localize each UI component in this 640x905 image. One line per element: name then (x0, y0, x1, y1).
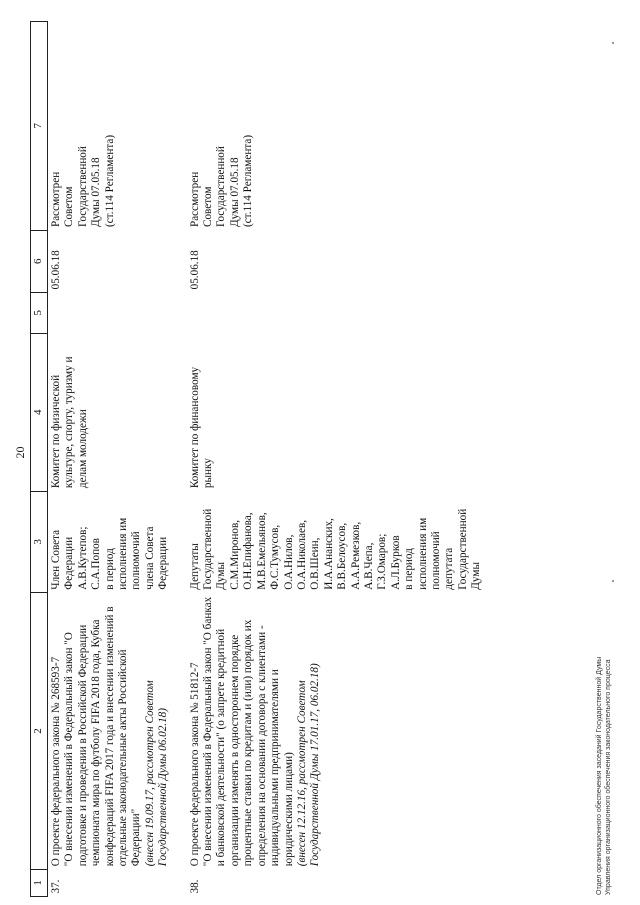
review-result (48, 22, 174, 231)
result-line: Думы 07.05.18 (228, 157, 241, 228)
result-line: (ст.114 Регламента) (242, 134, 255, 228)
bill-title: О проекте федерального закона № 268593-7 (50, 656, 62, 867)
initiator-line: М.В.Емельянов, (255, 512, 268, 590)
row-spacer-cell (174, 22, 187, 897)
result-line: Думы 07.05.18 (90, 157, 103, 228)
result-line: Советом (202, 186, 215, 228)
scan-speck (612, 42, 614, 44)
column-5-cell (48, 292, 174, 333)
initiator-line: А.В.Чепа, (362, 542, 375, 590)
initiator-line: Федерации (157, 536, 170, 590)
initiator-line: исполнения им (416, 517, 429, 590)
bill-name: "О внесении изменений в Федеральный закон "О банках и банковской деятельности" (о запрете кредитной организации изменять в одностороннем порядке процентные ставки по кредитам и (или) порядок их определения на основании договора с клиентами - индивидуальными предпринимателями и юридическими лицами) (202, 596, 295, 867)
result-line: Государственной (76, 146, 89, 228)
row-number-text: 37. (50, 879, 62, 894)
initiator-line: В.В.Белоусов, (336, 522, 349, 590)
initiator-line: депутата (443, 547, 456, 590)
footer (595, 657, 613, 895)
bill-title: О проекте федерального закона № 51812-7 (188, 662, 201, 867)
column-header-2: 2 (31, 593, 48, 870)
initiator-line: А.В.Кутепов; (76, 526, 89, 590)
initiator-line: И.А.Ананских, (322, 518, 335, 590)
initiator-line: Государственной (202, 508, 215, 590)
responsible-committee (48, 333, 174, 491)
column-5-cell (187, 292, 487, 333)
column-header-5: 5 (31, 292, 48, 333)
result-line: Советом (63, 186, 76, 228)
row-number (187, 869, 487, 896)
column-header-3: 3 (31, 491, 48, 593)
review-date-text: 05.06.18 (188, 250, 201, 290)
review-result (187, 22, 487, 231)
initiator-line: Г.З.Омаров; (376, 533, 389, 590)
initiator-line: О.Н.Епифанова, (242, 512, 255, 590)
table-row (187, 22, 487, 897)
page-number: 20 (13, 446, 27, 459)
result-line: (ст.114 Регламента) (103, 134, 116, 228)
table-row (48, 22, 174, 897)
review-date-text: 05.06.18 (50, 250, 62, 290)
column-header-6: 6 (31, 230, 48, 292)
result-line: Государственной (215, 146, 228, 228)
initiator-line: Член Совета (50, 529, 62, 590)
bill-initiator (187, 491, 487, 593)
initiator-line: С.А.Попов (90, 538, 103, 590)
initiator-line: А.Л.Бурков (389, 535, 402, 590)
column-header-4: 4 (31, 333, 48, 491)
initiator-line: Государственной (456, 508, 469, 590)
initiator-line: полномочий (130, 531, 143, 590)
initiator-line: в период (403, 548, 416, 590)
scan-speck (612, 580, 614, 582)
bill-name: "О внесении изменений в Федеральный закон "О подготовке и проведении в Российской Федерации чемпионата мира по футболу FIFA 2018 года, Кубка конфедераций FIFA 2017 года и внесении изменений в отдельные законодательные акты Российской Федерации" (63, 606, 143, 867)
column-header-1: 1 (31, 869, 48, 896)
initiator-line: Ф.С.Тумусов, (269, 524, 282, 590)
initiator-line: С.М.Миронов, (228, 519, 241, 590)
bill-note: (внесен 19.09.17, рассмотрен Советом Государственной Думы 06.02.18) (143, 680, 170, 867)
initiator-line: исполнения им (117, 517, 130, 590)
committee-text: Комитет по финансовому рынку (188, 366, 215, 489)
footer-line-1: Отдел организационного обеспечения заседаний Государственной Думы (596, 656, 603, 895)
bill-description (187, 593, 487, 870)
row-number (48, 869, 174, 896)
initiator-line: Думы (470, 562, 483, 590)
initiator-line: Депутаты (188, 543, 201, 590)
initiator-line: О.А.Нилов, (282, 534, 295, 590)
initiator-line: А.А.Ремезков, (349, 521, 362, 590)
bills-table (30, 21, 487, 897)
initiator-line: Федерации (63, 536, 76, 590)
committee-text: Комитет по физической культуре, спорту, туризму и делам молодежи (50, 356, 89, 489)
initiator-line: в период (103, 548, 116, 590)
column-numbers-row (31, 22, 48, 897)
initiator-line: члена Совета (143, 526, 156, 590)
row-spacer (174, 22, 187, 897)
bill-note: (внесен 12.12.16, рассмотрен Советом Государственной Думы 17.01.17, 06.02.18) (295, 663, 322, 867)
row-number-text: 38. (188, 879, 201, 894)
result-line: Рассмотрен (188, 171, 201, 228)
initiator-line: Думы (215, 562, 228, 590)
review-date (48, 230, 174, 292)
initiator-line: О.А.Николаев, (295, 519, 308, 590)
initiator-line: полномочий (429, 531, 442, 590)
bill-initiator (48, 491, 174, 593)
result-line: Рассмотрен (50, 171, 62, 228)
column-header-7: 7 (31, 22, 48, 231)
initiator-line: О.В.Шеин, (309, 537, 322, 590)
responsible-committee (187, 333, 487, 491)
bill-description (48, 593, 174, 870)
footer-line-2: Управления организационного обеспечения законодательного процесса (605, 659, 612, 895)
review-date (187, 230, 487, 292)
